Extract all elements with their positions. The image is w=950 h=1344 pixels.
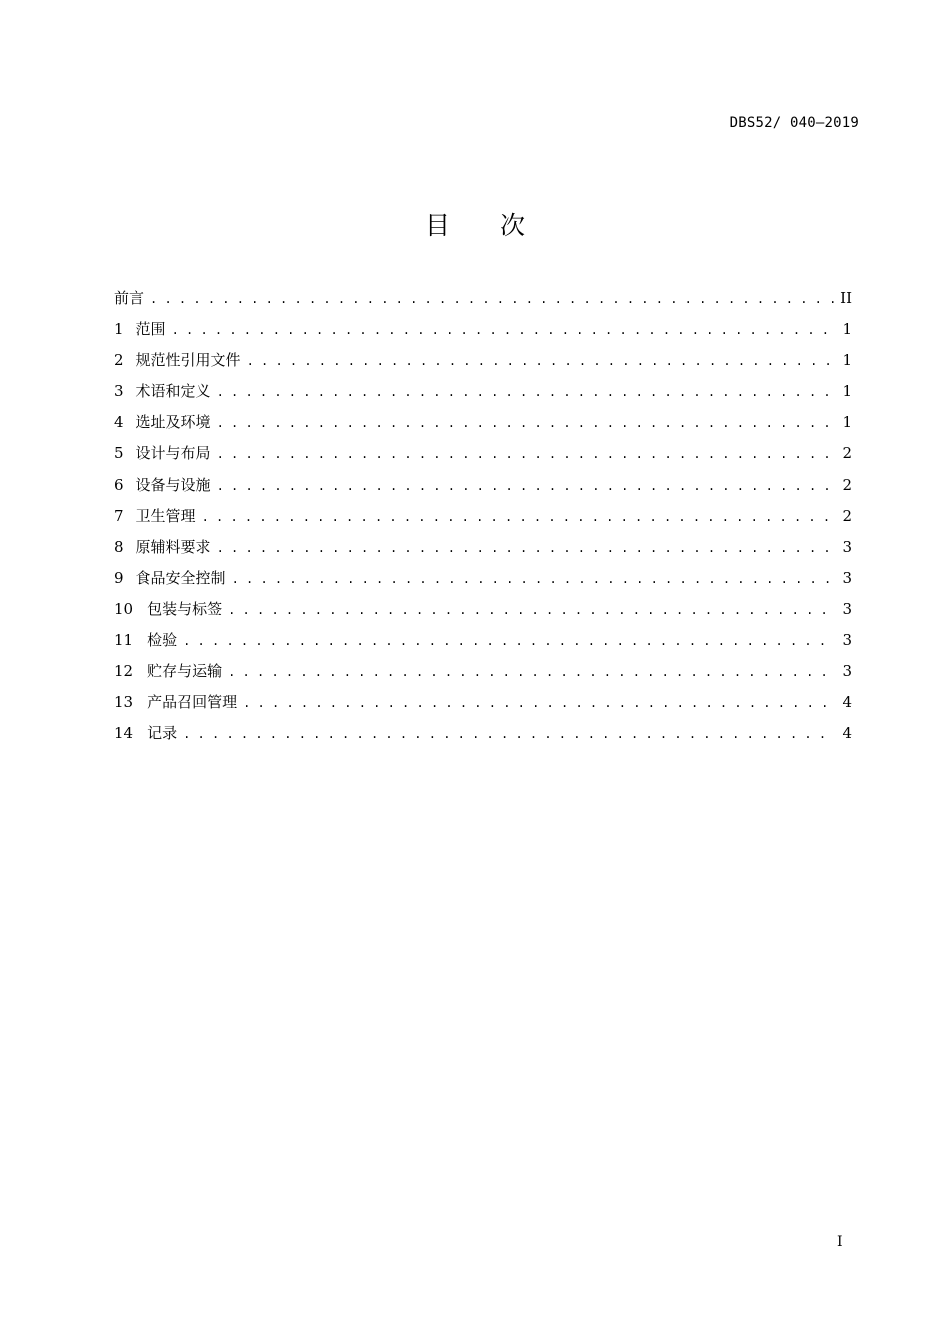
toc-entry-page: 2 (842, 444, 852, 463)
toc-entry-page: 3 (842, 568, 852, 587)
toc-entry-page: 3 (842, 631, 852, 650)
toc-entry-2[interactable] (114, 345, 852, 376)
page-number: I (837, 1234, 843, 1250)
toc-entry-number: 9 (114, 568, 124, 587)
toc-dot-leader (228, 595, 836, 626)
toc-dot-leader (150, 284, 836, 315)
toc-entry-label: 检验 (147, 631, 178, 650)
toc-entry-3[interactable] (114, 376, 852, 407)
toc-entry-number: 1 (114, 320, 124, 339)
toc-entry-page: 4 (842, 724, 852, 743)
toc-entry-11[interactable] (114, 625, 852, 656)
toc-dot-leader (183, 719, 836, 750)
toc-entry-page: II (840, 289, 852, 307)
toc-entry-page: 4 (842, 693, 852, 712)
toc-entry-number: 13 (114, 693, 134, 712)
toc-entry-page: 1 (842, 320, 852, 339)
toc-entry-label: 术语和定义 (135, 382, 211, 401)
toc-dot-leader (183, 626, 836, 657)
toc-dot-leader (228, 657, 836, 688)
toc-entry-number: 8 (114, 537, 124, 556)
document-code: DBS52/ 040—2019 (729, 115, 859, 131)
toc-dot-leader (202, 502, 836, 533)
toc-entry-number: 4 (114, 413, 124, 432)
toc-entry-label: 记录 (147, 724, 178, 743)
toc-dot-leader (232, 564, 836, 595)
toc-entry-page: 3 (842, 599, 852, 618)
toc-dot-leader (247, 346, 836, 377)
toc-entry-13[interactable] (114, 687, 852, 718)
toc-entry-label: 食品安全控制 (135, 568, 226, 587)
toc-entry-4[interactable] (114, 407, 852, 438)
toc-entry-label: 贮存与运输 (147, 662, 223, 681)
toc-entry-number: 11 (114, 631, 134, 650)
toc-entry-label: 设计与布局 (135, 444, 211, 463)
page-title (0, 206, 950, 242)
toc-entry-number: 12 (114, 662, 134, 681)
page-title-char-1: 目 (424, 211, 450, 240)
toc-entry-page: 2 (842, 506, 852, 525)
toc-dot-leader (217, 533, 836, 564)
toc-entry-number: 5 (114, 444, 124, 463)
toc-entry-page: 3 (842, 537, 852, 556)
toc-entry-7[interactable] (114, 501, 852, 532)
toc-entry-page: 1 (842, 413, 852, 432)
toc-entry-5[interactable] (114, 438, 852, 469)
table-of-contents (114, 283, 852, 749)
toc-entry-label: 卫生管理 (135, 506, 196, 525)
toc-entry-page: 1 (842, 382, 852, 401)
toc-entry-6[interactable] (114, 470, 852, 501)
toc-entry-number: 6 (114, 475, 124, 494)
toc-entry-8[interactable] (114, 532, 852, 563)
toc-entry-label: 范围 (135, 320, 166, 339)
toc-dot-leader (217, 377, 836, 408)
toc-entry-number: 14 (114, 724, 134, 743)
toc-dot-leader (172, 315, 836, 346)
toc-entry-number: 3 (114, 382, 124, 401)
toc-entry-label: 选址及环境 (135, 413, 211, 432)
toc-entry-number: 10 (114, 599, 134, 618)
toc-entry-label: 规范性引用文件 (135, 351, 241, 370)
toc-dot-leader (243, 688, 836, 719)
toc-entry-12[interactable] (114, 656, 852, 687)
toc-entry-number: 7 (114, 506, 124, 525)
toc-entry-page: 2 (842, 475, 852, 494)
toc-entry-preface[interactable] (114, 283, 852, 314)
toc-entry-14[interactable] (114, 718, 852, 749)
toc-entry-label: 产品召回管理 (147, 693, 238, 712)
toc-dot-leader (217, 439, 836, 470)
toc-entry-10[interactable] (114, 594, 852, 625)
toc-entry-label: 设备与设施 (135, 475, 211, 494)
toc-dot-leader (217, 408, 836, 439)
toc-entry-1[interactable] (114, 314, 852, 345)
toc-entry-9[interactable] (114, 563, 852, 594)
toc-dot-leader (217, 471, 836, 502)
toc-entry-page: 3 (842, 662, 852, 681)
toc-entry-number: 2 (114, 351, 124, 370)
toc-entry-label: 包装与标签 (147, 599, 223, 618)
toc-entry-label: 原辅料要求 (135, 537, 211, 556)
toc-entry-page: 1 (842, 351, 852, 370)
toc-entry-label: 前言 (114, 289, 145, 307)
page-title-char-2: 次 (500, 211, 526, 240)
